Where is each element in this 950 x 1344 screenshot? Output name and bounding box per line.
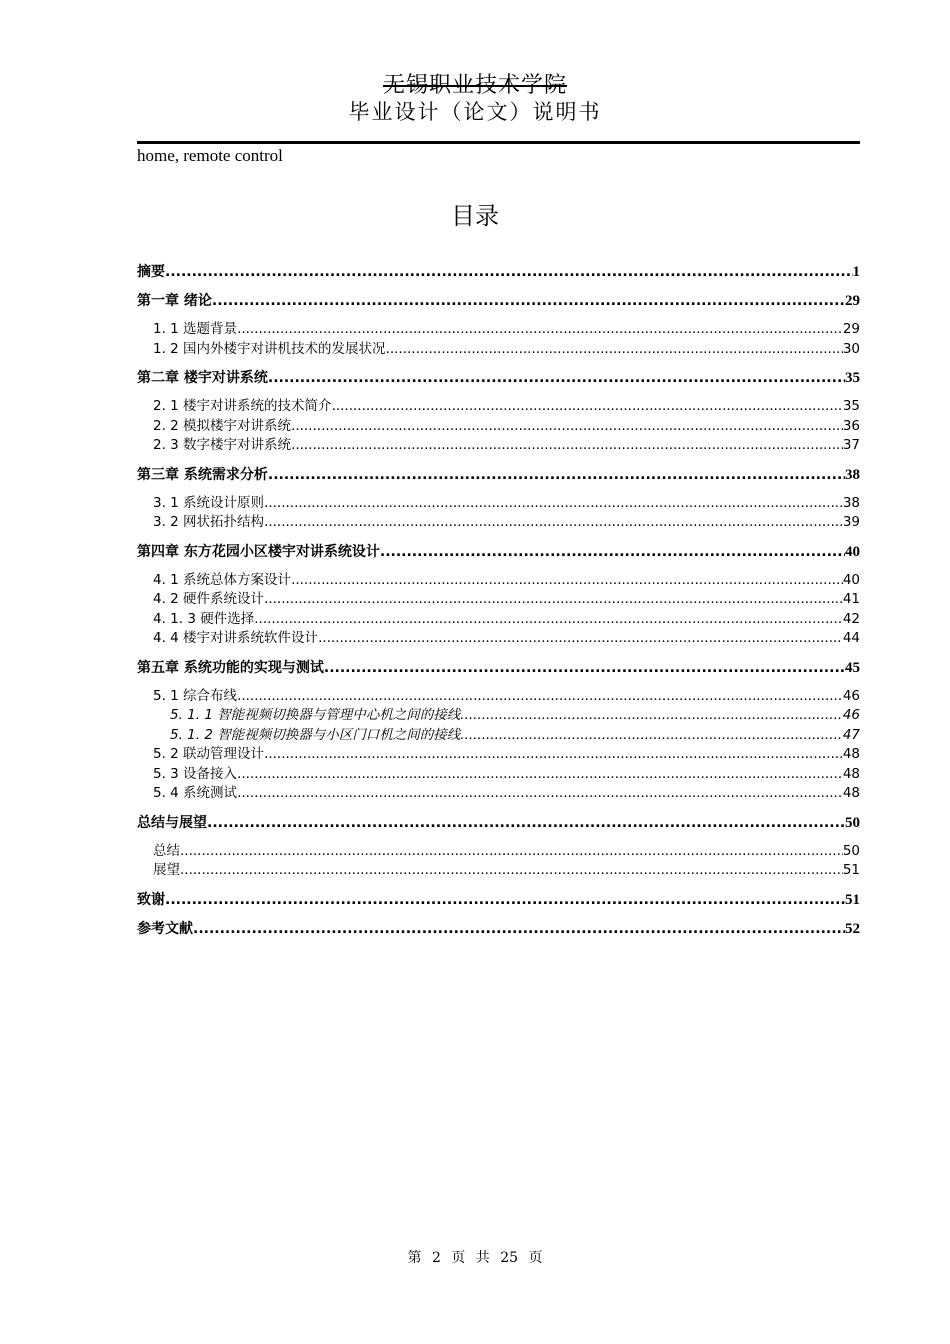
- toc-dot-leader: [291, 436, 843, 456]
- toc-page-number: 1: [852, 264, 860, 280]
- toc-entry-title: 5. 1 综合布线: [153, 687, 238, 704]
- toc-page-number: 42: [842, 610, 860, 627]
- toc-entry-title: 1. 1 选题背景: [153, 321, 238, 337]
- toc-page-number: 37: [842, 437, 860, 453]
- toc-entry-title: 3. 2 网状拓扑结构: [153, 514, 265, 530]
- toc-section-entry[interactable]: [137, 610, 860, 630]
- toc-page-number: 38: [845, 466, 860, 483]
- toc-chapter-entry[interactable]: [137, 659, 860, 678]
- toc-entry-title: 展望: [153, 862, 180, 878]
- toc-entry-title: 总结: [153, 842, 180, 859]
- toc-page-number: 48: [842, 785, 860, 801]
- toc-section-entry[interactable]: [137, 765, 860, 785]
- toc-section-entry[interactable]: [137, 397, 860, 417]
- toc-entry-title: 5. 1. 1 智能视频切换器与管理中心机之间的接线: [170, 707, 461, 723]
- toc-dot-leader: [180, 842, 843, 862]
- toc-page-number: 35: [842, 398, 860, 414]
- toc-dot-leader: [165, 891, 845, 910]
- toc-page-number: 44: [842, 630, 860, 646]
- toc-page-number: 40: [842, 571, 860, 588]
- toc-entry-title: 4. 1. 3 硬件选择: [153, 610, 255, 627]
- toc-entry-title: 总结与展望: [137, 814, 207, 831]
- toc-page-number: 40: [845, 543, 860, 560]
- toc-page-number: 29: [842, 321, 860, 337]
- toc-chapter-entry[interactable]: [137, 543, 860, 562]
- school-name: 无锡职业技术学院: [382, 73, 567, 98]
- toc-entry-title: 4. 4 楼宇对讲系统软件设计: [153, 630, 319, 646]
- toc-dot-leader: [180, 861, 843, 881]
- toc-dot-leader: [264, 513, 843, 533]
- toc-dot-leader: [264, 745, 843, 765]
- toc-entry-title: 1. 2 国内外楼宇对讲机技术的发展状况: [153, 340, 386, 357]
- toc-page-number: 39: [842, 514, 860, 530]
- toc-section-entry[interactable]: [137, 745, 860, 765]
- toc-page-number: 51: [845, 891, 860, 908]
- toc-dot-leader: [380, 543, 845, 562]
- toc-page-number: 29: [845, 293, 860, 309]
- toc-section-entry[interactable]: [137, 590, 860, 610]
- toc-page-number: 48: [842, 746, 860, 762]
- toc-page-number: 46: [842, 707, 860, 723]
- toc-page-number: 48: [842, 765, 860, 782]
- toc-section-entry[interactable]: [137, 320, 860, 340]
- toc-chapter-entry[interactable]: [137, 920, 860, 939]
- toc-entry-title: 5. 1. 2 智能视频切换器与小区门口机之间的接线: [170, 726, 461, 743]
- toc-entry-title: 2. 2 模拟楼宇对讲系统: [153, 417, 292, 434]
- toc-title: 目录: [451, 202, 499, 230]
- toc-page-number: 41: [842, 591, 860, 607]
- table-of-contents: [137, 263, 860, 939]
- toc-chapter-entry[interactable]: [137, 466, 860, 485]
- toc-entry-title: 参考文献: [137, 920, 193, 937]
- toc-dot-leader: [324, 659, 845, 678]
- toc-dot-leader: [237, 320, 843, 340]
- toc-page-number: 47: [842, 726, 860, 743]
- toc-chapter-entry[interactable]: [137, 369, 860, 388]
- toc-dot-leader: [212, 292, 845, 311]
- toc-dot-leader: [332, 397, 843, 417]
- toc-dot-leader: [165, 263, 853, 282]
- toc-section-entry[interactable]: [137, 629, 860, 649]
- toc-section-entry[interactable]: [137, 571, 860, 591]
- toc-page-number: 46: [842, 687, 860, 704]
- toc-chapter-entry[interactable]: [137, 263, 860, 282]
- toc-entry-title: 5. 4 系统测试: [153, 785, 238, 801]
- toc-section-entry[interactable]: [137, 417, 860, 437]
- toc-dot-leader: [291, 417, 843, 437]
- toc-chapter-entry[interactable]: [137, 814, 860, 833]
- toc-section-entry[interactable]: [137, 842, 860, 862]
- toc-entry-title: 第一章 绪论: [137, 293, 212, 309]
- toc-section-entry[interactable]: [137, 706, 860, 726]
- toc-page-number: 50: [842, 842, 860, 859]
- toc-entry-title: 5. 3 设备接入: [153, 765, 238, 782]
- toc-entry-title: 3. 1 系统设计原则: [153, 494, 265, 511]
- toc-dot-leader: [207, 814, 845, 833]
- toc-chapter-entry[interactable]: [137, 891, 860, 910]
- toc-dot-leader: [318, 629, 843, 649]
- toc-dot-leader: [460, 706, 843, 726]
- toc-section-entry[interactable]: [137, 861, 860, 881]
- toc-dot-leader: [237, 687, 843, 707]
- toc-entry-title: 第五章 系统功能的实现与测试: [137, 659, 324, 676]
- toc-page-number: 38: [842, 494, 860, 511]
- toc-entry-title: 4. 2 硬件系统设计: [153, 591, 265, 607]
- toc-entry-title: 致谢: [137, 891, 165, 908]
- toc-entry-title: 2. 1 楼宇对讲系统的技术简介: [153, 398, 332, 414]
- toc-page-number: 36: [842, 417, 860, 434]
- toc-section-entry[interactable]: [137, 436, 860, 456]
- toc-page-number: 51: [842, 862, 860, 878]
- toc-dot-leader: [460, 726, 843, 746]
- toc-page-number: 45: [845, 659, 860, 676]
- toc-section-entry[interactable]: [137, 784, 860, 804]
- toc-section-entry[interactable]: [137, 687, 860, 707]
- toc-entry-title: 摘要: [137, 264, 165, 280]
- toc-entry-title: 第二章 楼宇对讲系统: [137, 370, 268, 386]
- page-footer: 第 2 页 共 25 页: [407, 1250, 543, 1266]
- toc-section-entry[interactable]: [137, 340, 860, 360]
- toc-entry-title: 4. 1 系统总体方案设计: [153, 571, 292, 588]
- toc-dot-leader: [193, 920, 845, 939]
- toc-section-entry[interactable]: [137, 726, 860, 746]
- toc-section-entry[interactable]: [137, 513, 860, 533]
- toc-dot-leader: [237, 765, 843, 785]
- document-subtitle: 毕业设计（论文）说明书: [348, 100, 602, 124]
- toc-entry-title: 第三章 系统需求分析: [137, 466, 268, 483]
- toc-dot-leader: [237, 784, 843, 804]
- toc-dot-leader: [254, 610, 843, 630]
- toc-dot-leader: [264, 494, 843, 514]
- toc-entry-title: 5. 2 联动管理设计: [153, 746, 265, 762]
- keywords-line: home, remote control: [137, 146, 283, 165]
- toc-dot-leader: [268, 466, 845, 485]
- toc-section-entry[interactable]: [137, 494, 860, 514]
- toc-dot-leader: [386, 340, 843, 360]
- header-rule: [137, 141, 860, 144]
- toc-page-number: 35: [845, 370, 860, 386]
- toc-page-number: 30: [842, 340, 860, 357]
- toc-entry-title: 2. 3 数字楼宇对讲系统: [153, 437, 292, 453]
- toc-page-number: 52: [845, 920, 860, 937]
- toc-entry-title: 第四章 东方花园小区楼宇对讲系统设计: [137, 543, 380, 560]
- toc-dot-leader: [268, 369, 845, 388]
- toc-dot-leader: [291, 571, 843, 591]
- toc-page-number: 50: [845, 814, 860, 831]
- toc-chapter-entry[interactable]: [137, 292, 860, 311]
- toc-dot-leader: [264, 590, 843, 610]
